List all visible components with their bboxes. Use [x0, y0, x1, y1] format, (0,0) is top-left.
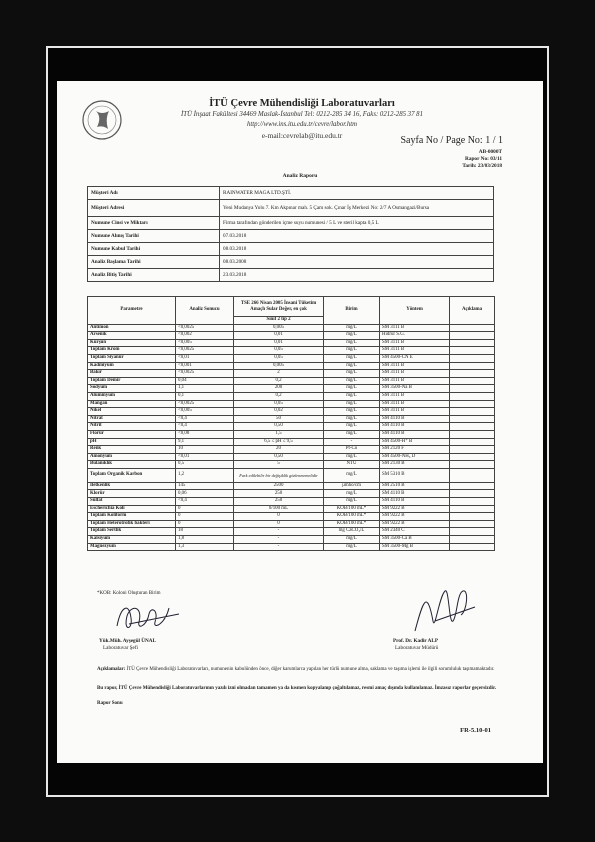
cell-method: SM 4110 B [380, 415, 450, 423]
info-label: Müşteri Adresi [88, 200, 220, 217]
cell-result: 18 [176, 528, 234, 536]
cell-note [450, 354, 495, 362]
sample-info-table [87, 186, 494, 282]
cell-method: SM 3111 B [380, 408, 450, 416]
cell-parameter: Bakır [88, 370, 176, 378]
table-row [88, 354, 495, 362]
table-row [88, 400, 495, 408]
info-value: 08.03.2008 [220, 256, 494, 269]
cell-parameter: Toplam Organik Karbon [88, 468, 176, 482]
cell-method: SM 9222 B [380, 520, 450, 528]
table-row [88, 332, 495, 340]
cell-limit: 0,50 [234, 453, 324, 461]
cell-parameter: Bulanıklık [88, 461, 176, 469]
col-note: Açıklama [450, 297, 495, 325]
cell-note [450, 528, 495, 536]
table-row [88, 392, 495, 400]
info-value: 07.03.2018 [220, 230, 494, 243]
info-row [88, 230, 494, 243]
cell-parameter: Florür [88, 430, 176, 438]
table-row [88, 385, 495, 393]
cell-parameter: Toplam Demir [88, 377, 176, 385]
cell-unit: mg/L [324, 324, 380, 332]
cell-unit: mg/L [324, 430, 380, 438]
cell-note [450, 408, 495, 416]
cell-limit: 0,01 [234, 332, 324, 340]
cell-result: 0 [176, 505, 234, 513]
right-signer-title: Laboratuvar Müdürü [395, 645, 439, 651]
cell-result: <0,4 [176, 423, 234, 431]
cell-parameter: Nitrit [88, 423, 176, 431]
cell-method: SM 4500-NH₃ D [380, 453, 450, 461]
lab-title: İTÜ Çevre Mühendisliği Laboratuvarları [209, 98, 395, 109]
cell-parameter: Mangan [88, 400, 176, 408]
cell-note [450, 347, 495, 355]
cell-note [450, 438, 495, 446]
cell-result: 0,06 [176, 490, 234, 498]
cell-note [450, 400, 495, 408]
cell-result: 0,04 [176, 377, 234, 385]
table-row [88, 468, 495, 482]
results-table [87, 296, 495, 551]
cell-note [450, 461, 495, 469]
cell-note [450, 430, 495, 438]
cell-method: SM 4110 B [380, 498, 450, 506]
cell-note [450, 498, 495, 506]
table-row [88, 536, 495, 544]
results-header-row [88, 297, 495, 317]
cell-parameter: Sodyum [88, 385, 176, 393]
cell-result: <0,005 [176, 339, 234, 347]
cell-parameter: Toplam Krom [88, 347, 176, 355]
cell-note [450, 332, 495, 340]
cell-unit: mg/L [324, 536, 380, 544]
cell-limit: 250 [234, 498, 324, 506]
cell-unit: mg/L [324, 385, 380, 393]
right-signature [405, 581, 485, 639]
cell-unit: mg CaCO₃/L [324, 528, 380, 536]
info-label: Analiz Bitiş Tarihi [88, 269, 220, 282]
table-row [88, 528, 495, 536]
table-row [88, 324, 495, 332]
cell-parameter: Sülfat [88, 498, 176, 506]
cell-result: <0,0025 [176, 347, 234, 355]
cell-result: <0,005 [176, 408, 234, 416]
report-title: Analiz Raporu [282, 173, 318, 179]
cell-unit: KOB/100 mL* [324, 520, 380, 528]
cell-unit: mg/L [324, 543, 380, 551]
cell-unit: mg/L [324, 408, 380, 416]
table-row [88, 347, 495, 355]
cell-result: 0 [176, 520, 234, 528]
col-limit: TSE 266 Nisan 2005 İnsani Tüketim Amaçlı Sular Değer, en çok [234, 297, 324, 317]
cell-limit: 0,02 [234, 408, 324, 416]
cell-limit: - [234, 536, 324, 544]
cell-result: 145 [176, 482, 234, 490]
cell-limit: 50 [234, 415, 324, 423]
col-method: Yöntem [380, 297, 450, 325]
info-value: Yeni Mudanya Yolu 7. Km Akpınar mah. 5 Çam sok. Çınar İş Merkezi No: 2/7 A Osmangazi/Bursa [220, 200, 494, 217]
cell-method: SM 4500-CN E [380, 354, 450, 362]
col-unit: Birim [324, 297, 380, 325]
cell-unit: NTU [324, 461, 380, 469]
kob-footnote: *KOB: Koloni Oluşturan Birim [97, 591, 161, 596]
cell-unit: KOB/100 mL* [324, 505, 380, 513]
cell-parameter: Nitrat [88, 415, 176, 423]
cell-unit: KOB/100 mL* [324, 513, 380, 521]
cell-result: <0,01 [176, 453, 234, 461]
info-row [88, 200, 494, 217]
table-row [88, 377, 495, 385]
cell-note [450, 453, 495, 461]
right-signer-name: Prof. Dr. Kadir ALP [393, 638, 439, 644]
report-date: Tarih: 23/03/2018 [462, 163, 502, 169]
table-row [88, 408, 495, 416]
cell-result: 1,3 [176, 543, 234, 551]
cell-limit: 0,005 [234, 324, 324, 332]
cell-method: SM 3111 B [380, 362, 450, 370]
cell-note [450, 520, 495, 528]
cell-note [450, 370, 495, 378]
cell-method: SM 3111 B [380, 400, 450, 408]
cell-note [450, 505, 495, 513]
table-row [88, 505, 495, 513]
cell-limit: 0,01 [234, 339, 324, 347]
cell-note [450, 536, 495, 544]
table-row [88, 453, 495, 461]
cell-limit: 0,05 [234, 347, 324, 355]
cell-parameter: Magnezyum [88, 543, 176, 551]
cell-result: 0,1 [176, 392, 234, 400]
cell-limit: - [234, 543, 324, 551]
table-row [88, 498, 495, 506]
cell-method: SM 4110 B [380, 423, 450, 431]
cell-note [450, 446, 495, 454]
cell-unit: mg/L [324, 377, 380, 385]
cell-limit: 2 [234, 370, 324, 378]
itu-logo-seal [81, 99, 123, 141]
lab-website: http://www.ins.itu.edu.tr/cevre/labor.htm [246, 121, 358, 128]
info-value: RAINWATER MAGA LTD.ŞTİ. [220, 187, 494, 200]
cell-parameter: Kadmiyum [88, 362, 176, 370]
info-label: Numune Cinsi ve Miktarı [88, 217, 220, 230]
cell-parameter: Escherichia Koli [88, 505, 176, 513]
report-number: Rapor No: 03/11 [465, 156, 502, 162]
cell-limit: 5 [234, 461, 324, 469]
cell-method: SM 3500-Na B [380, 385, 450, 393]
doc-number: AB-0000T [478, 149, 502, 155]
table-row [88, 490, 495, 498]
cell-result: 0 [176, 513, 234, 521]
cell-limit: 6,5 ≤ pH ≤ 9,5 [234, 438, 324, 446]
cell-result: 1,1 [176, 385, 234, 393]
cell-limit: 200 [234, 385, 324, 393]
cell-limit: 0,2 [234, 392, 324, 400]
cell-note [450, 543, 495, 551]
copy-notice: Bu rapor, İTÜ Çevre Mühendisliği Laboratuvarlarının yazılı izni olmadan tamamen ya da kısmen kopyalanıp çoğaltılamaz, resmi amaç dışında kullanılamaz. İmzasız raporlar geçersizdir. [97, 686, 496, 691]
cell-result: <0,0025 [176, 324, 234, 332]
cell-parameter: pH [88, 438, 176, 446]
cell-note [450, 377, 495, 385]
cell-method: SM 3111 B [380, 339, 450, 347]
cell-unit: mg/L [324, 347, 380, 355]
cell-unit: mg/L [324, 468, 380, 482]
cell-limit: Fark edilebilir bir değişiklik gözlenmemelidir [234, 468, 324, 482]
cell-unit: mg/L [324, 400, 380, 408]
cell-method: SM 9222 B [380, 505, 450, 513]
table-row [88, 482, 495, 490]
cell-limit: 0,05 [234, 400, 324, 408]
table-row [88, 520, 495, 528]
cell-note [450, 362, 495, 370]
cell-method: SM 3500-Ca B [380, 536, 450, 544]
left-signature [109, 596, 189, 638]
cell-result: <0,001 [176, 362, 234, 370]
cell-unit: mg/L [324, 423, 380, 431]
table-row [88, 362, 495, 370]
cell-parameter: Toplam Heterotrofik bakteri [88, 520, 176, 528]
cell-unit: mg/L [324, 370, 380, 378]
cell-limit: 250 [234, 490, 324, 498]
table-row [88, 415, 495, 423]
table-row [88, 438, 495, 446]
cell-result: 1,8 [176, 536, 234, 544]
cell-unit: mg/L [324, 332, 380, 340]
cell-parameter: Klorür [88, 490, 176, 498]
table-row [88, 339, 495, 347]
info-row [88, 269, 494, 282]
cell-method: SM 9222 B [380, 513, 450, 521]
cell-parameter: Arsenik [88, 332, 176, 340]
cell-note [450, 423, 495, 431]
cell-limit: 0,50 [234, 423, 324, 431]
cell-note [450, 324, 495, 332]
table-row [88, 543, 495, 551]
cell-method: SM 3111 B [380, 370, 450, 378]
cell-unit: mg/L [324, 415, 380, 423]
cell-limit: 0/100 mL [234, 505, 324, 513]
cell-limit: 1,5 [234, 430, 324, 438]
cell-method: SM 2130 B [380, 461, 450, 469]
cell-result: 0,5 [176, 461, 234, 469]
cell-result: <0,0025 [176, 400, 234, 408]
cell-result: 10 [176, 446, 234, 454]
cell-result: 1,2 [176, 468, 234, 482]
cell-result: <0,0025 [176, 370, 234, 378]
cell-method: SM 3111 B [380, 324, 450, 332]
lab-address: İTÜ İnşaat Fakültesi 34469 Maslak-İstanbul Tel: 0212-285 34 16, Faks: 0212-285 37 81 [181, 111, 423, 118]
cell-result: 9,1 [176, 438, 234, 446]
col-result: Analiz Sonucu [176, 297, 234, 325]
info-row [88, 217, 494, 230]
cell-result: <0,08 [176, 430, 234, 438]
cell-limit: 20 [234, 446, 324, 454]
left-signer-name: Yük.Müh. Ayşegül ÜNAL [99, 638, 156, 644]
cell-note [450, 415, 495, 423]
cell-limit: 0,2 [234, 377, 324, 385]
cell-unit: mg/L [324, 498, 380, 506]
left-signer-title: Laboratuvar Şefi [103, 645, 139, 651]
info-value: 23.03.2018 [220, 269, 494, 282]
cell-method: SM 3500-Mg B [380, 543, 450, 551]
info-value: 08.03.2018 [220, 243, 494, 256]
form-code: FR-5.10-01 [460, 727, 491, 734]
cell-method: SM 2120 F [380, 446, 450, 454]
cell-parameter: İletkenlik [88, 482, 176, 490]
cell-limit: - [234, 528, 324, 536]
cell-limit: 2500 [234, 482, 324, 490]
report-end: Rapor Sonu [97, 701, 123, 706]
cell-limit: 0,05 [234, 354, 324, 362]
cell-unit: mg/L [324, 490, 380, 498]
col-parameter: Parametre [88, 297, 176, 325]
cell-parameter: Kalsiyum [88, 536, 176, 544]
cell-parameter: Toplam Siyanür [88, 354, 176, 362]
cell-method: Hidrür S.G. [380, 332, 450, 340]
table-row [88, 430, 495, 438]
cell-limit: 0 [234, 513, 324, 521]
table-row [88, 423, 495, 431]
cell-unit: mg/L [324, 339, 380, 347]
info-label: Numune Alınış Tarihi [88, 230, 220, 243]
cell-method: SM 2340 C [380, 528, 450, 536]
cell-parameter: Alüminyum [88, 392, 176, 400]
cell-note [450, 385, 495, 393]
cell-method: SM 3111 B [380, 392, 450, 400]
cell-method: SM 2510 B [380, 482, 450, 490]
cell-result: <0,4 [176, 415, 234, 423]
cell-note [450, 392, 495, 400]
cell-method: SM 5310 B [380, 468, 450, 482]
cell-unit: mg/L [324, 362, 380, 370]
cell-result: <0,002 [176, 332, 234, 340]
lab-email: e-mail:cevrelab@itu.edu.tr [261, 131, 343, 140]
info-row [88, 243, 494, 256]
notes-label: Açıklamalar: [97, 667, 126, 672]
table-row [88, 370, 495, 378]
info-label: Müşteri Adı [88, 187, 220, 200]
col-limit-class: Sınıf 2 tip 2 [234, 317, 324, 325]
info-label: Numune Kabul Tarihi [88, 243, 220, 256]
notes-block [97, 666, 507, 673]
cell-note [450, 482, 495, 490]
info-value: Firma tarafından gönderilen içme suyu numunesi / 5 L ve steril kapta 0,5 L [220, 217, 494, 230]
cell-method: SM 4500-H⁺ B [380, 438, 450, 446]
cell-note [450, 339, 495, 347]
cell-parameter: Toplam Koliform [88, 513, 176, 521]
cell-method: SM 4110 B [380, 490, 450, 498]
cell-parameter: Toplam Sertlik [88, 528, 176, 536]
cell-note [450, 468, 495, 482]
cell-note [450, 490, 495, 498]
info-label: Analiz Başlama Tarihi [88, 256, 220, 269]
cell-unit: µmho/cm [324, 482, 380, 490]
cell-unit: - [324, 438, 380, 446]
cell-parameter: Antimon [88, 324, 176, 332]
notes-text: İTÜ Çevre Mühendisliği Laboratuvarları, numunenin kabulünden önce, diğer karumlarca yapılan her türlü numune alma, saklama ve taşıma işlemi ile ilgili sorumluluk taşımamaktadır. [126, 667, 495, 672]
cell-parameter: Kurşun [88, 339, 176, 347]
cell-unit: mg/L [324, 354, 380, 362]
cell-method: SM 3111 B [380, 347, 450, 355]
table-row [88, 513, 495, 521]
cell-unit: mg/L [324, 392, 380, 400]
cell-parameter: Renk [88, 446, 176, 454]
cell-result: <0,4 [176, 498, 234, 506]
table-row [88, 446, 495, 454]
cell-parameter: Nikel [88, 408, 176, 416]
cell-limit: 0,005 [234, 362, 324, 370]
cell-note [450, 513, 495, 521]
cell-limit: 0 [234, 520, 324, 528]
cell-method: SM 4110 B [380, 430, 450, 438]
table-row [88, 461, 495, 469]
cell-result: <0,01 [176, 354, 234, 362]
page-number: Sayfa No / Page No: 1 / 1 [400, 135, 503, 146]
cell-parameter: Amonyum [88, 453, 176, 461]
results-body [88, 324, 495, 551]
info-row [88, 256, 494, 269]
cell-method: SM 3111 B [380, 377, 450, 385]
cell-unit: mg/L [324, 453, 380, 461]
report-page [57, 81, 543, 763]
info-row [88, 187, 494, 200]
cell-unit: Pt-Co [324, 446, 380, 454]
